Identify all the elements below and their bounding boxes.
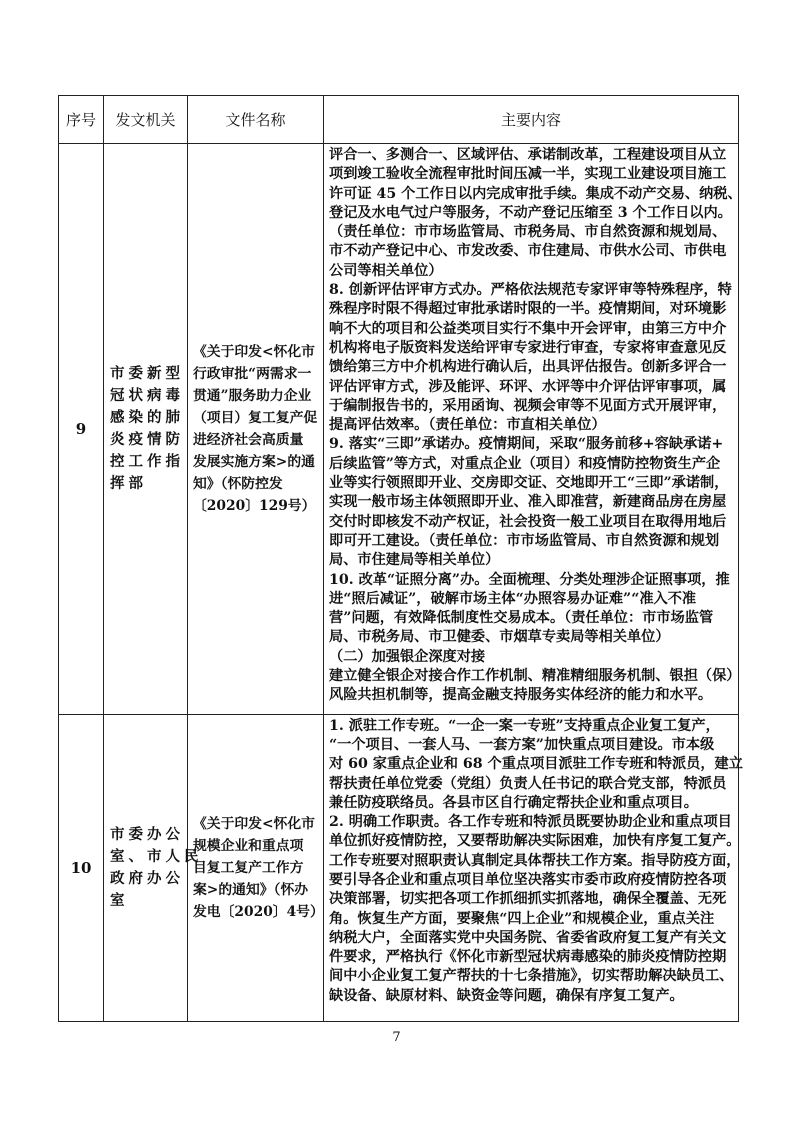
text-line: 兼任防疫联络员。各县市区自行确定帮扶企业和重点项目。	[329, 794, 698, 811]
document-title	[188, 714, 324, 1021]
text-line: 2. 明确工作职责。各工作专班和特派员既要协助企业和重点项目	[329, 814, 732, 831]
header-content: 主要内容	[324, 96, 739, 144]
text-line: 案>的通知》（怀办	[193, 881, 309, 898]
policy-table	[58, 95, 743, 1022]
text-line: 单位抓好疫情防控，又要帮助解决实际困难，加快有序复工复产。	[329, 833, 741, 850]
text-line: 控工作指	[110, 452, 184, 470]
main-content	[324, 144, 742, 715]
page-number: 7	[392, 1030, 401, 1045]
table-header-row	[59, 96, 739, 144]
text-line: 《关于印发<怀化市	[193, 343, 315, 360]
text-line: 对 60 家重点企业和 68 个重点项目派驻工作专班和特派员，建立	[329, 756, 743, 773]
text-line: 项到竣工验收全流程审批时间压减一半，实现工业建设项目施工	[329, 166, 727, 183]
text-line: 1. 派驻工作专班。“一企一案一专班”支持重点企业复工复产，	[329, 717, 720, 734]
text-line: 角。恢复生产方面，要聚焦“四上企业”和规模企业，重点关注	[329, 910, 715, 927]
text-line: 目复工复产工作方	[193, 859, 304, 876]
text-line: 《关于印发<怀化市	[193, 815, 315, 832]
text-line: 业等实行领照即开业、交房即交证、交地即开工“三即”承诺制，	[329, 475, 729, 492]
text-line: 评估评审方式，涉及能评、环评、水评等中介评估评审事项，属	[329, 378, 727, 395]
main-content	[324, 714, 743, 1021]
document-title	[188, 144, 324, 715]
text-line: 局、市住建局等相关单位）	[329, 552, 500, 569]
text-line: 市不动产登记中心、市发改委、市住建局、市供水公司、市供电	[329, 243, 727, 260]
text-line: 纳税大户，全面落实党中央国务院、省委省政府复工复产有关文	[329, 929, 727, 946]
text-line: 响不大的项目和公益类项目实行不集中开会评审，由第三方中介	[329, 320, 727, 337]
text-line: 进“照后减证”，破解市场主体“办照容易办证难”“准入不准	[329, 590, 697, 607]
text-line: 政府办公	[110, 869, 184, 887]
text-line: 缺设备、缺原材料、缺资金等问题，确保有序复工复产。	[329, 987, 684, 1004]
text-line: 建立健全银企对接合作工作机制、精准精细服务机制、银担（保）	[329, 668, 741, 685]
text-line: 登记及水电气过户等服务，不动产登记压缩至 3 个工作日以内。	[329, 204, 732, 221]
text-line: 提高评估效率。（责任单位：市直相关单位）	[329, 417, 606, 434]
text-line: 感染的肺	[110, 408, 184, 426]
text-line: 后续监管”等方式，对重点企业（项目）和疫情防控物资生产企	[329, 455, 721, 472]
text-line: 评合一、多测合一、区域评估、承诺制改革，工程建设项目从立	[329, 147, 727, 163]
text-line: 营”问题，有效降低制度性交易成本。（责任单位：市市场监管	[329, 610, 714, 627]
text-line: 知》（怀防控发	[193, 475, 283, 492]
text-line: 风险共担机制等，提高金融支持服务实体经济的能力和水平。	[329, 687, 713, 704]
text-line: 于编制报告书的，采用函询、视频会审等不见面方式开展评审，	[329, 397, 727, 414]
text-line: 许可证 45 个工作日以内完成审批手续。集成不动产交易、纳税、	[329, 185, 742, 202]
text-line: （责任单位：市市场监管局、市税务局、市自然资源和规划局、	[329, 224, 727, 241]
row-number: 10	[59, 714, 104, 1021]
text-line: 交付时即核发不动产权证，社会投资一般工业项目在取得用地后	[329, 513, 727, 530]
text-line: 即可开工建设。（责任单位：市市场监管局、市自然资源和规划	[329, 532, 720, 549]
text-line: 冠状病毒	[110, 386, 184, 404]
text-line: 8. 创新评估评审方式办。严格依法规范专家评审等特殊程序，特	[329, 282, 732, 299]
text-line: 发展实施方案>的通	[193, 453, 315, 470]
text-line: 工作专班要对照职责认真制定具体帮扶工作方案。指导防疫方面，	[329, 852, 741, 869]
text-line: 挥部	[110, 474, 147, 492]
text-line: 室、市人民	[110, 847, 203, 865]
text-line: 9. 落实“三即”承诺办。疫情期间，采取“服务前移+容缺承诺+	[329, 436, 724, 453]
header-number: 序号	[59, 96, 104, 144]
text-line: 实现一般市场主体领照即开业、准入即准营，新建商品房在房屋	[329, 494, 727, 511]
text-line: 要引导各企业和重点项目单位坚决落实市委市政府疫情防控各项	[329, 871, 727, 888]
text-line: 进经济社会高质量	[193, 431, 304, 448]
text-line: 殊程序时限不得超过审批承诺时限的一半。疫情期间，对环境影	[329, 301, 727, 318]
text-line: 市委新型	[110, 364, 184, 382]
text-line: 帮扶责任单位党委（党组）负责人任书记的联合党支部，特派员	[329, 775, 727, 792]
text-line: 10. 改革“证照分离”办。全面梳理、分类处理涉企证照事项，推	[329, 571, 730, 588]
text-line: 决策部署，切实把各项工作抓细抓实抓落地，确保全覆盖、无死	[329, 891, 727, 908]
header-agency: 发文机关	[104, 96, 188, 144]
text-line: 炎疫情防	[110, 430, 184, 448]
text-line: 市委办公	[110, 825, 184, 843]
issuing-agency	[104, 714, 203, 1021]
text-line: 局、市税务局、市卫健委、市烟草专卖局等相关单位）	[329, 629, 670, 646]
text-line: （项目）复工复产促	[193, 409, 318, 426]
text-line: 规模企业和重点项	[193, 837, 304, 854]
row-number: 9	[59, 144, 104, 715]
text-line: 间中小企业复工复产帮扶的十七条措施》，切实帮助解决缺员工、	[329, 968, 734, 985]
text-line: 馈给第三方中介机构进行确认后，出具评估报告。创新多评合一	[329, 359, 727, 376]
text-line: （二）加强银企深度对接	[329, 648, 486, 665]
header-document: 文件名称	[188, 96, 324, 144]
text-line: 〔2020〕129号）	[193, 497, 316, 514]
issuing-agency	[104, 144, 188, 715]
text-line: “一个项目、一套人马、一套方案”加快重点项目建设。市本级	[329, 736, 715, 753]
text-line: 贯通”服务助力企业	[193, 387, 312, 404]
text-line: 件要求，严格执行《怀化市新型冠状病毒感染的肺炎疫情防控期	[329, 949, 727, 966]
text-line: 发电〔2020〕4号）	[193, 903, 324, 920]
text-line: 行政审批“两需求一	[193, 365, 312, 382]
text-line: 公司等相关单位）	[329, 262, 443, 279]
table-row	[59, 714, 739, 1021]
text-line: 机构将电子版资料发送给评审专家进行审查，专家将审查意见反	[329, 339, 727, 356]
text-line: 室	[110, 891, 129, 909]
table-row	[59, 144, 739, 715]
